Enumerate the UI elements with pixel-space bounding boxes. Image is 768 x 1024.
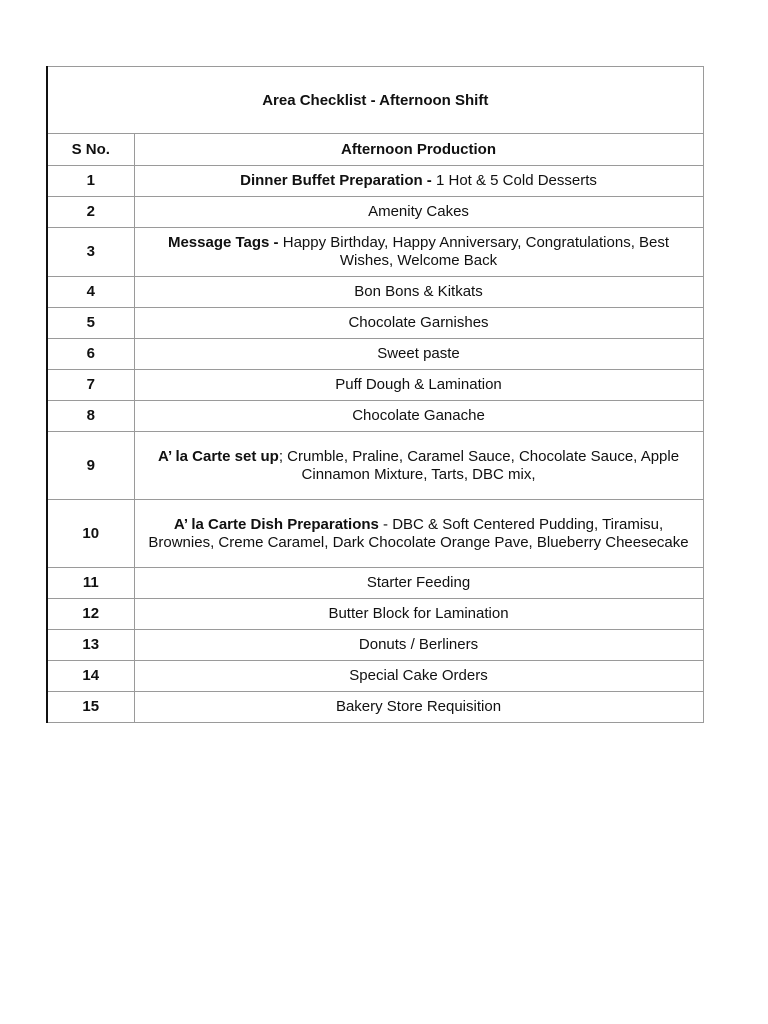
row-number: 15 [47, 692, 134, 723]
task-text: Happy Birthday, Happy Anniversary, Congratulations, Best Wishes, Welcome Back [278, 234, 670, 269]
header-task: Afternoon Production [134, 134, 703, 166]
row-task [134, 568, 703, 599]
table-row [47, 599, 703, 630]
row-task [134, 228, 703, 277]
row-task [134, 500, 703, 568]
row-number: 14 [47, 661, 134, 692]
task-text: Amenity Cakes [368, 203, 469, 220]
row-task [134, 166, 703, 197]
row-number: 5 [47, 308, 134, 339]
task-text: Special Cake Orders [349, 667, 488, 684]
table-row [47, 692, 703, 723]
row-number: 9 [47, 432, 134, 500]
table-row [47, 500, 703, 568]
task-text: Bakery Store Requisition [335, 698, 502, 715]
task-lead: A’ la Carte set up [157, 447, 279, 465]
table-row [47, 432, 703, 500]
row-number: 7 [47, 370, 134, 401]
table-row [47, 568, 703, 599]
table-row [47, 401, 703, 432]
task-text: Puff Dough & Lamination [335, 376, 502, 393]
row-task [134, 370, 703, 401]
row-number: 3 [47, 228, 134, 277]
row-task [134, 277, 703, 308]
table-row [47, 339, 703, 370]
row-task [134, 308, 703, 339]
row-number: 10 [47, 500, 134, 568]
row-number: 13 [47, 630, 134, 661]
row-number: 12 [47, 599, 134, 630]
task-text: Bon Bons & Kitkats [354, 283, 483, 300]
task-text: Chocolate Garnishes [348, 314, 489, 331]
task-text: Sweet paste [377, 345, 460, 362]
table-row [47, 228, 703, 277]
row-task [134, 630, 703, 661]
table-row [47, 661, 703, 692]
row-task [134, 339, 703, 370]
row-task [134, 692, 703, 723]
row-number: 6 [47, 339, 134, 370]
row-number: 2 [47, 197, 134, 228]
table-row [47, 277, 703, 308]
row-number: 1 [47, 166, 134, 197]
task-text: Donuts / Berliners [358, 636, 479, 653]
row-task [134, 197, 703, 228]
task-text: ; Crumble, Praline, Caramel Sauce, Chocolate Sauce, Apple Cinnamon Mixture, Tarts, DBC mix, [278, 447, 680, 483]
task-text: 1 Hot & 5 Cold Desserts [431, 172, 597, 189]
task-text: Butter Block for Lamination [328, 605, 509, 622]
checklist-table [46, 66, 704, 723]
task-lead: A’ la Carte Dish Preparations [173, 515, 379, 533]
row-number: 11 [47, 568, 134, 599]
table-row [47, 308, 703, 339]
table-row [47, 370, 703, 401]
row-task [134, 661, 703, 692]
checklist-title: Area Checklist - Afternoon Shift [47, 67, 703, 134]
task-text: Chocolate Ganache [352, 407, 485, 424]
row-task [134, 432, 703, 500]
header-sno: S No. [47, 134, 134, 166]
table-row [47, 197, 703, 228]
table-row [47, 630, 703, 661]
checklist-sheet [46, 66, 702, 723]
row-number: 4 [47, 277, 134, 308]
task-text: - DBC & Soft Centered Pudding, Tiramisu, Brownies, Creme Caramel, Dark Chocolate Orange Pave, Blueberry Cheesecake [148, 515, 689, 551]
row-task [134, 401, 703, 432]
header-row [47, 134, 703, 166]
task-lead: Dinner Buffet Preparation - [240, 172, 432, 189]
title-row [47, 67, 703, 134]
task-text: Starter Feeding [366, 574, 471, 591]
row-task [134, 599, 703, 630]
task-lead: Message Tags - [167, 234, 279, 251]
row-number: 8 [47, 401, 134, 432]
table-row [47, 166, 703, 197]
